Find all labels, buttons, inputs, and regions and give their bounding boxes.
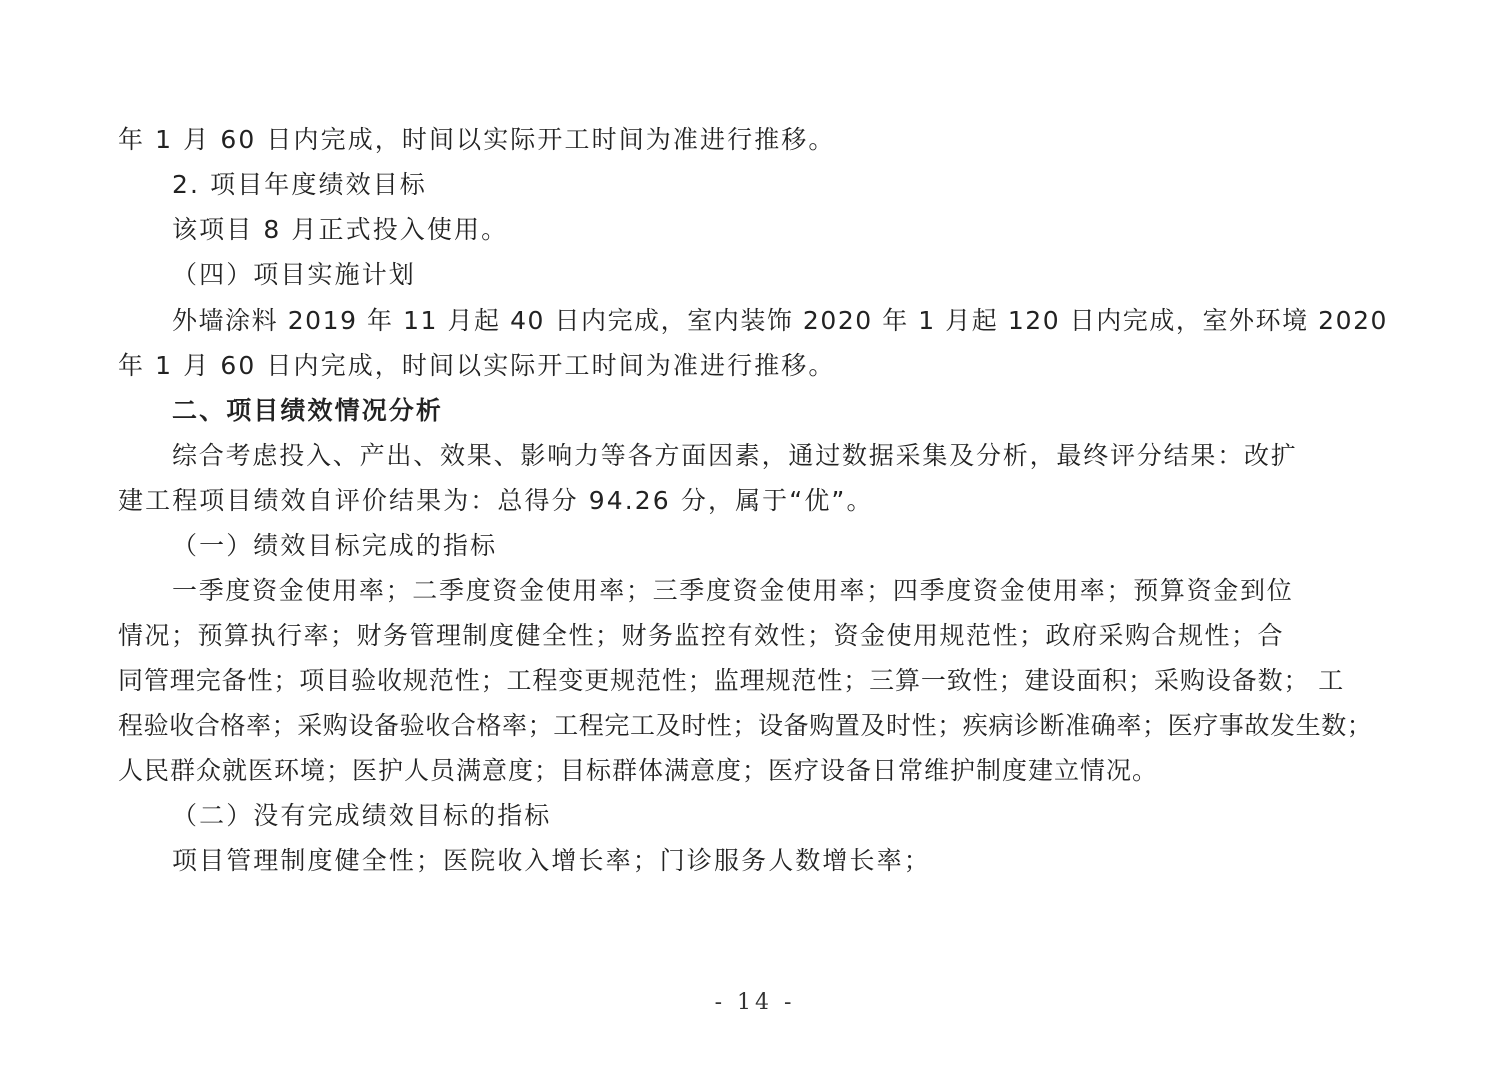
paragraph-line: 该项目 8 月正式投入使用。 <box>172 215 509 244</box>
section-heading-implementation-plan: （四）项目实施计划 <box>172 260 416 289</box>
paragraph-line: 年 1 月 60 日内完成，时间以实际开工时间为准进行推移。 <box>118 351 836 380</box>
paragraph-line: 建工程项目绩效自评价结果为：总得分 94.26 分，属于“优”。 <box>118 486 874 515</box>
paragraph-line: 程验收合格率；采购设备验收合格率；工程完工及时性；设备购置及时性；疾病诊断准确率；医疗事故发生数； <box>118 711 1373 740</box>
paragraph-line: 外墙涂料 2019 年 11 月起 40 日内完成，室内装饰 2020 年 1 月起 120 日内完成，室外环境 2020 <box>172 306 1388 335</box>
section-heading-completed-indicators: （一）绩效目标完成的指标 <box>172 531 498 560</box>
subsection-heading-annual-goal: 2. 项目年度绩效目标 <box>172 170 427 199</box>
paragraph-line: 人民群众就医环境；医护人员满意度；目标群体满意度；医疗设备日常维护制度建立情况。 <box>118 756 1159 785</box>
paragraph-line-continuation: 年 1 月 60 日内完成，时间以实际开工时间为准进行推移。 <box>118 125 836 154</box>
page-number: - 14 - <box>714 990 796 1015</box>
section-heading-uncompleted-indicators: （二）没有完成绩效目标的指标 <box>172 801 552 830</box>
chapter-heading-performance-analysis: 二、项目绩效情况分析 <box>172 396 444 425</box>
paragraph-line: 一季度资金使用率；二季度资金使用率；三季度资金使用率；四季度资金使用率；预算资金到位 <box>172 576 1294 605</box>
paragraph-line: 项目管理制度健全性；医院收入增长率；门诊服务人数增长率； <box>172 846 931 875</box>
paragraph-line: 综合考虑投入、产出、效果、影响力等各方面因素，通过数据采集及分析，最终评分结果：改扩 <box>172 441 1298 470</box>
paragraph-line: 情况；预算执行率；财务管理制度健全性；财务监控有效性；资金使用规范性；政府采购合规性；合 <box>118 621 1285 650</box>
paragraph-line: 同管理完备性；项目验收规范性；工程变更规范性；监理规范性；三算一致性；建设面积；采购设备数； 工 <box>118 666 1345 695</box>
